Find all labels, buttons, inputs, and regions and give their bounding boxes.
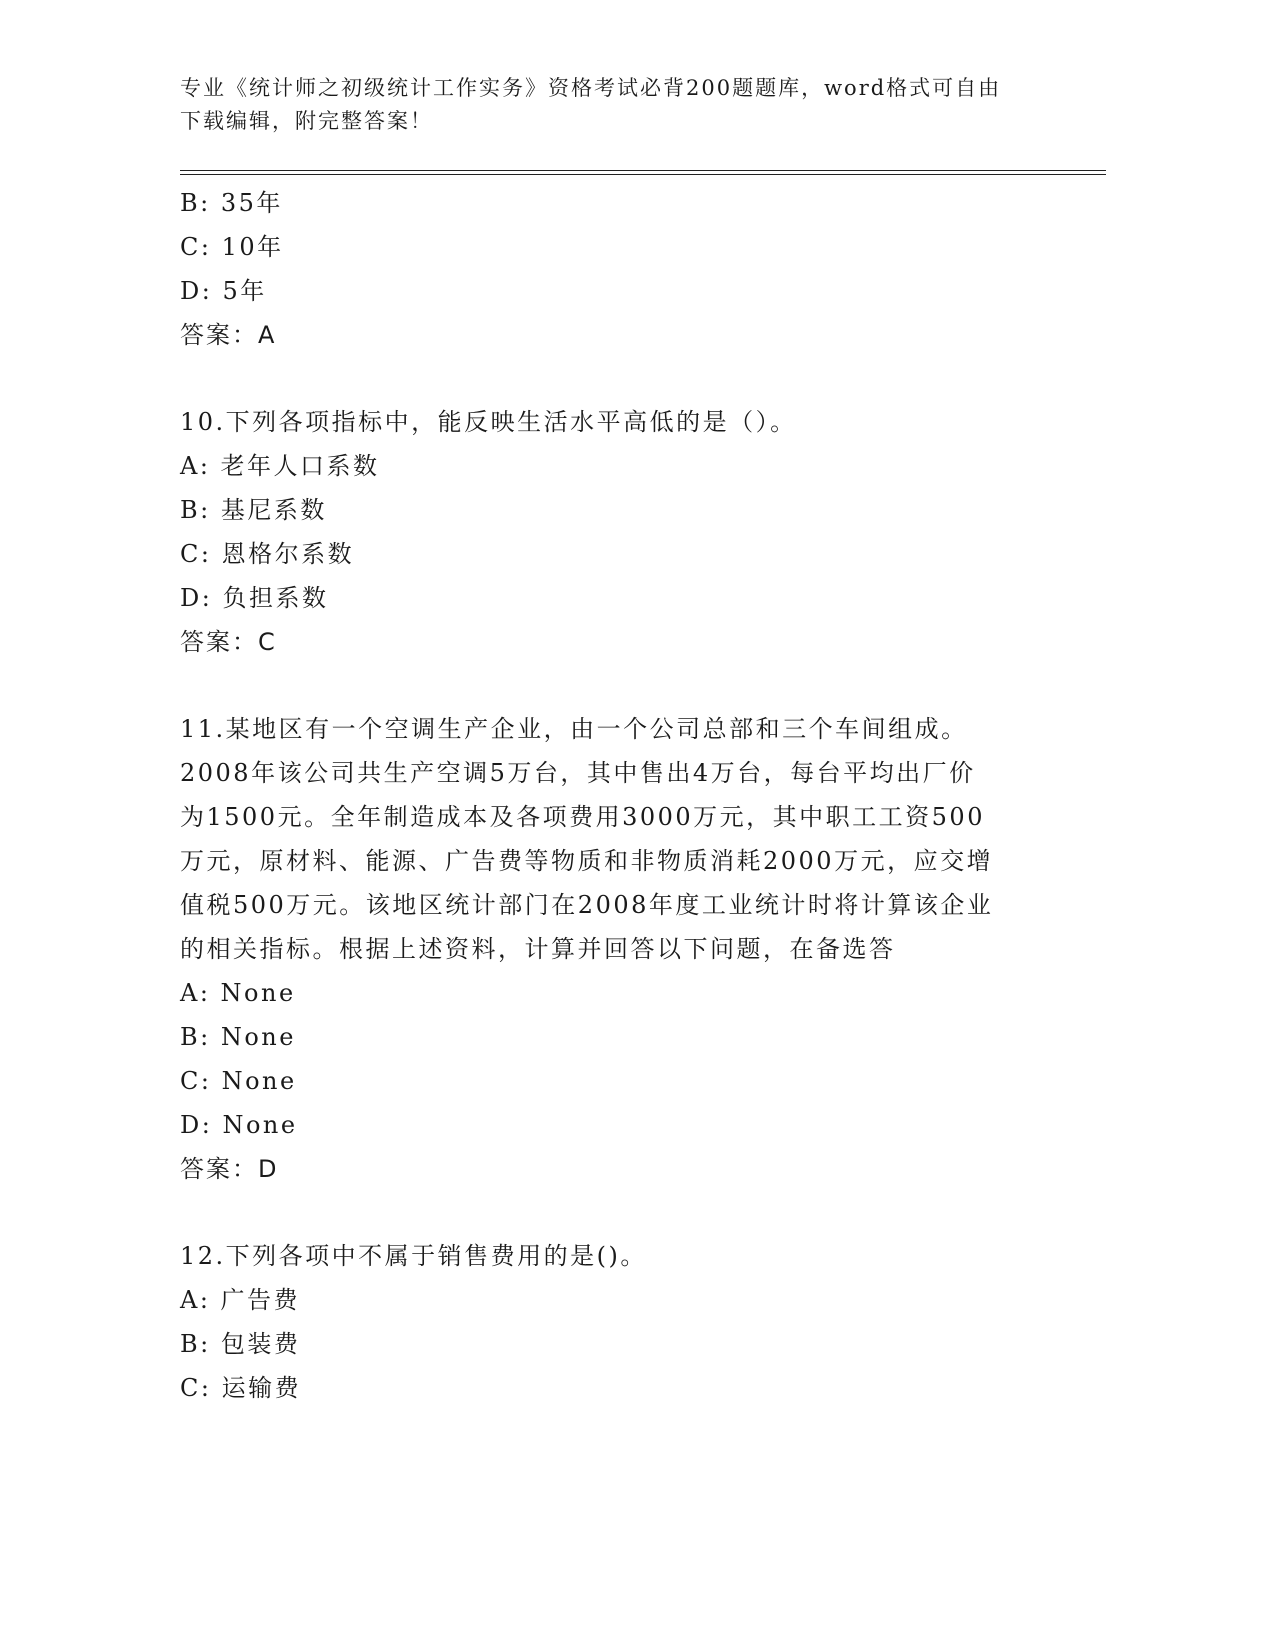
header-divider-top — [180, 170, 1106, 171]
option-b: B: 包装费 — [180, 1330, 301, 1358]
question-text: 12.下列各项中不属于销售费用的是()。 — [180, 1242, 647, 1270]
spacer — [180, 1191, 1060, 1234]
option-a: A: 老年人口系数 — [180, 452, 380, 480]
document-header — [180, 72, 1080, 138]
spacer — [180, 357, 1060, 400]
option-d: D: None — [180, 1111, 298, 1139]
option-d: D: 负担系数 — [180, 584, 329, 612]
option-b: B: None — [180, 1023, 296, 1051]
option-a: A: None — [180, 979, 296, 1007]
answer-line: 答案：A — [180, 321, 277, 349]
question-text-line: 2008年该公司共生产空调5万台，其中售出4万台，每台平均出厂价 — [180, 759, 976, 787]
header-line-2: 下载编辑，附完整答案！ — [180, 109, 433, 133]
question-text-line: 为1500元。全年制造成本及各项费用3000万元，其中职工工资500 — [180, 803, 985, 831]
document-body — [180, 181, 1060, 1410]
option-c: C: 10年 — [180, 233, 284, 261]
question-12 — [180, 1234, 1060, 1410]
question-text-line: 值税500万元。该地区统计部门在2008年度工业统计时将计算该企业 — [180, 891, 994, 919]
question-11 — [180, 707, 1060, 1191]
answer-line: 答案：D — [180, 1155, 279, 1183]
option-b: B: 35年 — [180, 189, 283, 217]
question-text-line: 的相关指标。根据上述资料，计算并回答以下问题，在备选答 — [180, 935, 896, 963]
header-line-1: 专业《统计师之初级统计工作实务》资格考试必背200题题库，word格式可自由 — [180, 76, 1002, 100]
option-d: D: 5年 — [180, 277, 267, 305]
option-c: C: 运输费 — [180, 1374, 302, 1402]
option-a: A: 广告费 — [180, 1286, 301, 1314]
question-10 — [180, 400, 1060, 664]
question-text-line: 万元，原材料、能源、广告费等物质和非物质消耗2000万元，应交增 — [180, 847, 994, 875]
option-c: C: None — [180, 1067, 297, 1095]
spacer — [180, 664, 1060, 707]
question-text-line: 11.某地区有一个空调生产企业，由一个公司总部和三个车间组成。 — [180, 715, 968, 743]
question-text: 10.下列各项指标中，能反映生活水平高低的是（）。 — [180, 408, 797, 436]
option-b: B: 基尼系数 — [180, 496, 327, 524]
header-divider-bottom — [180, 174, 1106, 175]
option-c: C: 恩格尔系数 — [180, 540, 355, 568]
question-9 — [180, 181, 1060, 357]
answer-line: 答案：C — [180, 628, 277, 656]
